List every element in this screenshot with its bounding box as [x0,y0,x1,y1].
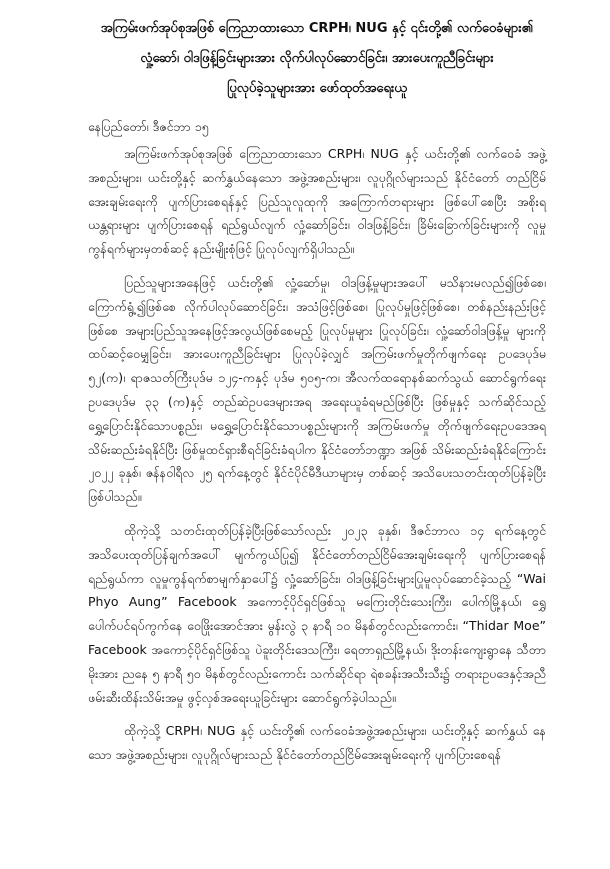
paragraph-4: ထိုကဲ့သို့ CRPH၊ NUG နှင့် ယင်းတို့၏ လက်ဝေခံအဖွဲ့အစည်းများ၊ ယင်းတို့နှင့် ဆက်နွှယ် နေသော အဖွဲ့အစည်းများ၊ လူပုဂ္ဂိုလ်များသည် နိုင်ငံတော်တည်ငြိမ်အေးချမ်းရေးကို ပျက်ပြားစေရန် [88,723,546,763]
paragraph-1: အကြမ်းဖက်အုပ်စုအဖြစ် ကြေညာထားသော CRPH၊ NUG နှင့် ယင်းတို့၏ လက်ဝေခံ အဖွဲ့အစည်းများ၊ ယင်းတို့နှင့် ဆက်နွှယ်နေသော အဖွဲ့အစည်းများ၊ လူပုဂ္ဂိုလ်များသည် နိုင်ငံတော် တည်ငြိမ်အေးချမ်းရေးကို ပျက်ပြားစေရန်နှင့် ပြည်သူလူထုကို အကြောက်တရားများ ဖြစ်ပေါ်စေပြီး အစိုးရယန္တရားများ ပျက်ပြားစေရန် ရည်ရွယ်လျက် လှုံ့ဆော်ခြင်း၊ ဝါဒဖြန့်ခြင်း၊ ခြိမ်းခြောက်ခြင်းများကို လူမှုကွန်ရက်များမှတစ်ဆင့် နည်းမျိုးစုံဖြင့် ပြုလုပ်လျက်ရှိပါသည်။ [88,146,546,257]
title-line-2: လှုံ့ဆော်၊ ဝါဒဖြန့်ခြင်းများအား လိုက်ပါလုပ်ဆောင်ခြင်း၊ အားပေးကူညီခြင်းများ [140,51,494,66]
paragraph-2: ပြည်သူများအနေဖြင့် ယင်းတို့၏ လှုံ့ဆော်မှု၊ ဝါဒဖြန့်မှုများအပေါ် မသိနားမလည်၍ဖြစ်စေ၊ ကြောက်ရွံ့၍ဖြစ်စေ လိုက်ပါလုပ်ဆောင်ခြင်း၊ အသံဖြင့်ဖြစ်စေ၊ ပြုလုပ်မှုဖြင့်ဖြစ်စေ၊ တစ်နည်းနည်းဖြင့် ဖြစ်စေ အများပြည်သူအနေဖြင့်အလွယ်ဖြစ်စေမည့် ပြုလုပ်မှုများ ပြုလုပ်ခြင်း၊ လှုံ့ဆော်ဝါဒဖြန့်မှု များကို ထပ်ဆင့်ဝေမျှခြင်း၊ အားပေးကူညီခြင်းများ ပြုလုပ်ခဲ့လျှင် အကြမ်းဖက်မှုတိုက်ဖျက်ရေး ဥပဒေပုဒ်မ ၅၂(က)၊ ရာဇသတ်ကြီးပုဒ်မ ၁၂၄-ကနှင့် ပုဒ်မ ၅၀၅-က၊ အီလက်ထရောနစ်ဆက်သွယ် ဆောင်ရွက်ရေးဥပဒေပုဒ်မ ၃၃ (က)နှင့် တည်ဆဲဥပဒေများအရ အရေးယူခံရမည်ဖြစ်ပြီး ဖြစ်မှုနှင့် သက်ဆိုင်သည့် ရွှေ့ပြောင်းနိုင်သောပစ္စည်း၊ မရွှေ့ပြောင်းနိုင်သောပစ္စည်းများကို အကြမ်းဖက်မှု တိုက်ဖျက်ရေးဥပဒေအရ သိမ်းဆည်းခံရနိုင်ပြီး ဖြစ်မှုထင်ရှားစီရင်ခြင်းခံရပါက နိုင်ငံတော်ဘဏ္ဍာ အဖြစ် သိမ်းဆည်းခံရနိုင်ကြောင်း ၂၀၂၂ ခုနှစ်၊ ဇန်နဝါရီလ ၂၅ ရက်နေ့တွင် နိုင်ငံပိုင်မီဒီယာများမှ တစ်ဆင့် အသိပေးသတင်းထုတ်ပြန်ခဲ့ပြီး ဖြစ်ပါသည်။ [88,274,546,505]
document-title [88,14,546,104]
dateline: နေပြည်တော်၊ ဒီဇင်ဘာ ၁၅ [88,119,209,134]
title-line-3: ပြုလုပ်ခဲ့သူများအား ဖော်ထုတ်အရေးယူ [227,81,407,96]
paragraph-3: ထိုကဲ့သို့ သတင်းထုတ်ပြန်ခဲ့ပြီးဖြစ်သော်လည်း ၂၀၂၃ ခုနှစ်၊ ဒီဇင်ဘာလ ၁၄ ရက်နေ့တွင် အသိပေးထုတ်ပြန်ချက်အပေါ် မျက်ကွယ်ပြု၍ နိုင်ငံတော်တည်ငြိမ်အေးချမ်းရေးကို ပျက်ပြားစေရန် ရည်ရွယ်ကာ လူမှုကွန်ရက်စာမျက်နှာပေါ်၌ လှုံ့ဆော်ခြင်း၊ ဝါဒဖြန့်ခြင်းများပြုမူလုပ်ဆောင်ခဲ့သည့် “Wai Phyo Aung” Facebook အကောင့်ပိုင်ရှင်ဖြစ်သူ မကြေးတိုင်းသေးကြီး၊ ပေါက်မြို့နယ်၊ ရွှေပေါက်ပင်ရပ်ကွက်နေ ဝေဖြိုးအောင်အား မွန်းလွဲ ၃ နာရီ ၁၀ မိနစ်တွင်လည်းကောင်း၊ “Thidar Moe” Facebook အကောင့်ပိုင်ရှင်ဖြစ်သူ ပဲခူးတိုင်းဒေသကြီး၊ ရေတာရှည်မြို့နယ်၊ ဒိုးတန်းကျေးရွာနေ သီတာမိုးအား ညနေ ၅ နာရီ ၅၀ မိနစ်တွင်လည်းကောင်း သက်ဆိုင်ရာ ရဲစခန်းအသီးသီး၌ တရားဥပဒေနှင့်အညီ ဖမ်းဆီးထိန်းသိမ်းအမှု ဖွင့်လှစ်အရေးယူခြင်းများ ဆောင်ရွက်ခဲ့ပါသည်။ [88,522,546,705]
title-line-1: အကြမ်းဖက်အုပ်စုအဖြစ် ကြေညာထားသော CRPH၊ NUG နှင့် ၎င်းတို့၏ လက်ဝေခံများ၏ [100,21,534,36]
